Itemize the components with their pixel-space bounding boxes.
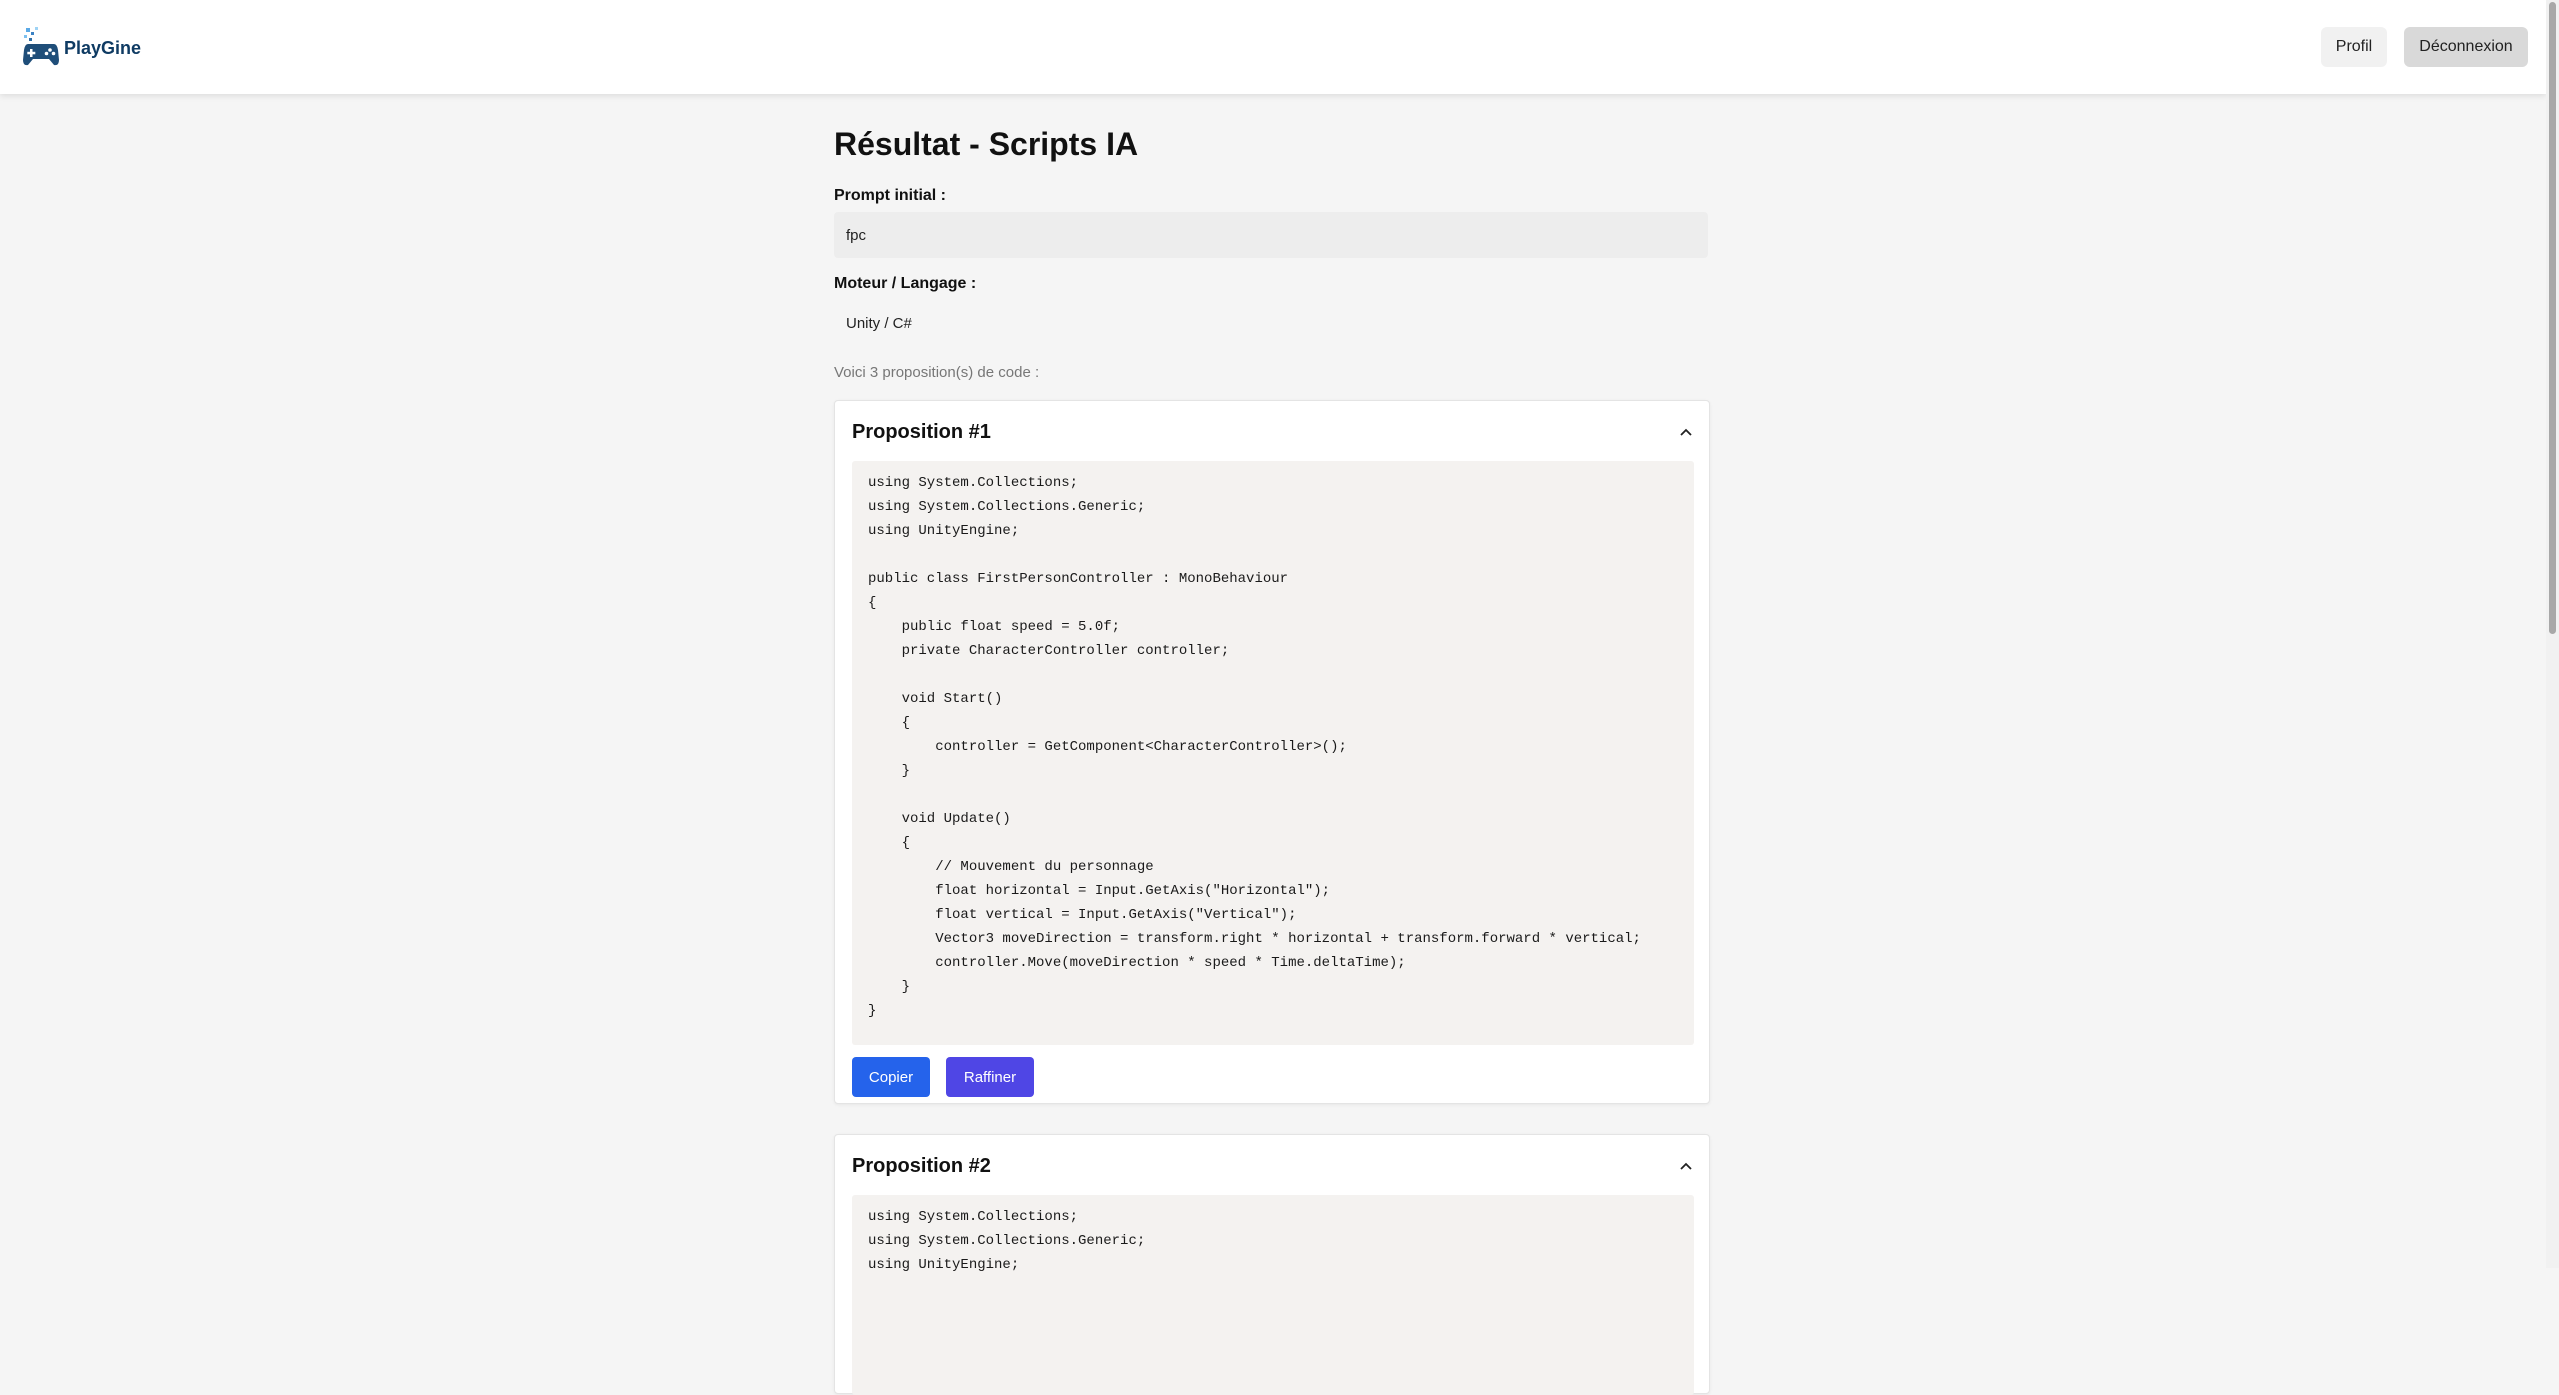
proposition-card [834, 1134, 1710, 1394]
logo-text: PlayGine [64, 37, 142, 58]
proposition-header[interactable] [852, 401, 1694, 463]
page-scrollbar[interactable] [2546, 0, 2559, 1268]
prompt-label: Prompt initial : [834, 187, 946, 204]
proposition-header[interactable] [852, 1135, 1694, 1197]
proposition-title: Proposition #2 [852, 1154, 991, 1177]
proposition-title: Proposition #1 [852, 420, 991, 443]
chevron-up-icon[interactable] [1678, 424, 1694, 440]
propositions-intro: Voici 3 proposition(s) de code : [834, 364, 1040, 381]
engine-value: Unity / C# [834, 300, 1708, 346]
logout-button[interactable]: Déconnexion [2404, 27, 2528, 67]
profile-button[interactable]: Profil [2321, 27, 2387, 67]
copy-button[interactable]: Copier [852, 1057, 930, 1097]
proposition-card [834, 400, 1710, 1104]
refine-button[interactable]: Raffiner [946, 1057, 1034, 1097]
code-block[interactable]: using System.Collections; using System.Collections.Generic; using UnityEngine; [852, 1195, 1694, 1395]
code-block[interactable]: using System.Collections; using System.Collections.Generic; using UnityEngine; public class FirstPersonController : MonoBehaviour { public float speed = 5.0f; private CharacterController controller; void Start() { controller = GetComponent<CharacterController>(); } void Update() { // Mouvement du personnage float horizontal = Input.GetAxis("Horizontal"); float vertical = Input.GetAxis("Vertical"); Vector3 moveDirection = transform.right * horizontal + transform.forward * vertical; controller.Move(moveDirection * speed * Time.deltaTime); } } [852, 461, 1694, 1045]
scrollbar-thumb[interactable] [2549, 2, 2556, 634]
page-title: Résultat - Scripts IA [834, 126, 1139, 162]
top-navbar [0, 0, 2546, 94]
chevron-up-icon[interactable] [1678, 1158, 1694, 1174]
gamepad-icon [22, 26, 60, 70]
engine-label: Moteur / Langage : [834, 275, 977, 292]
prompt-value: fpc [834, 212, 1708, 258]
logo[interactable] [22, 26, 141, 70]
